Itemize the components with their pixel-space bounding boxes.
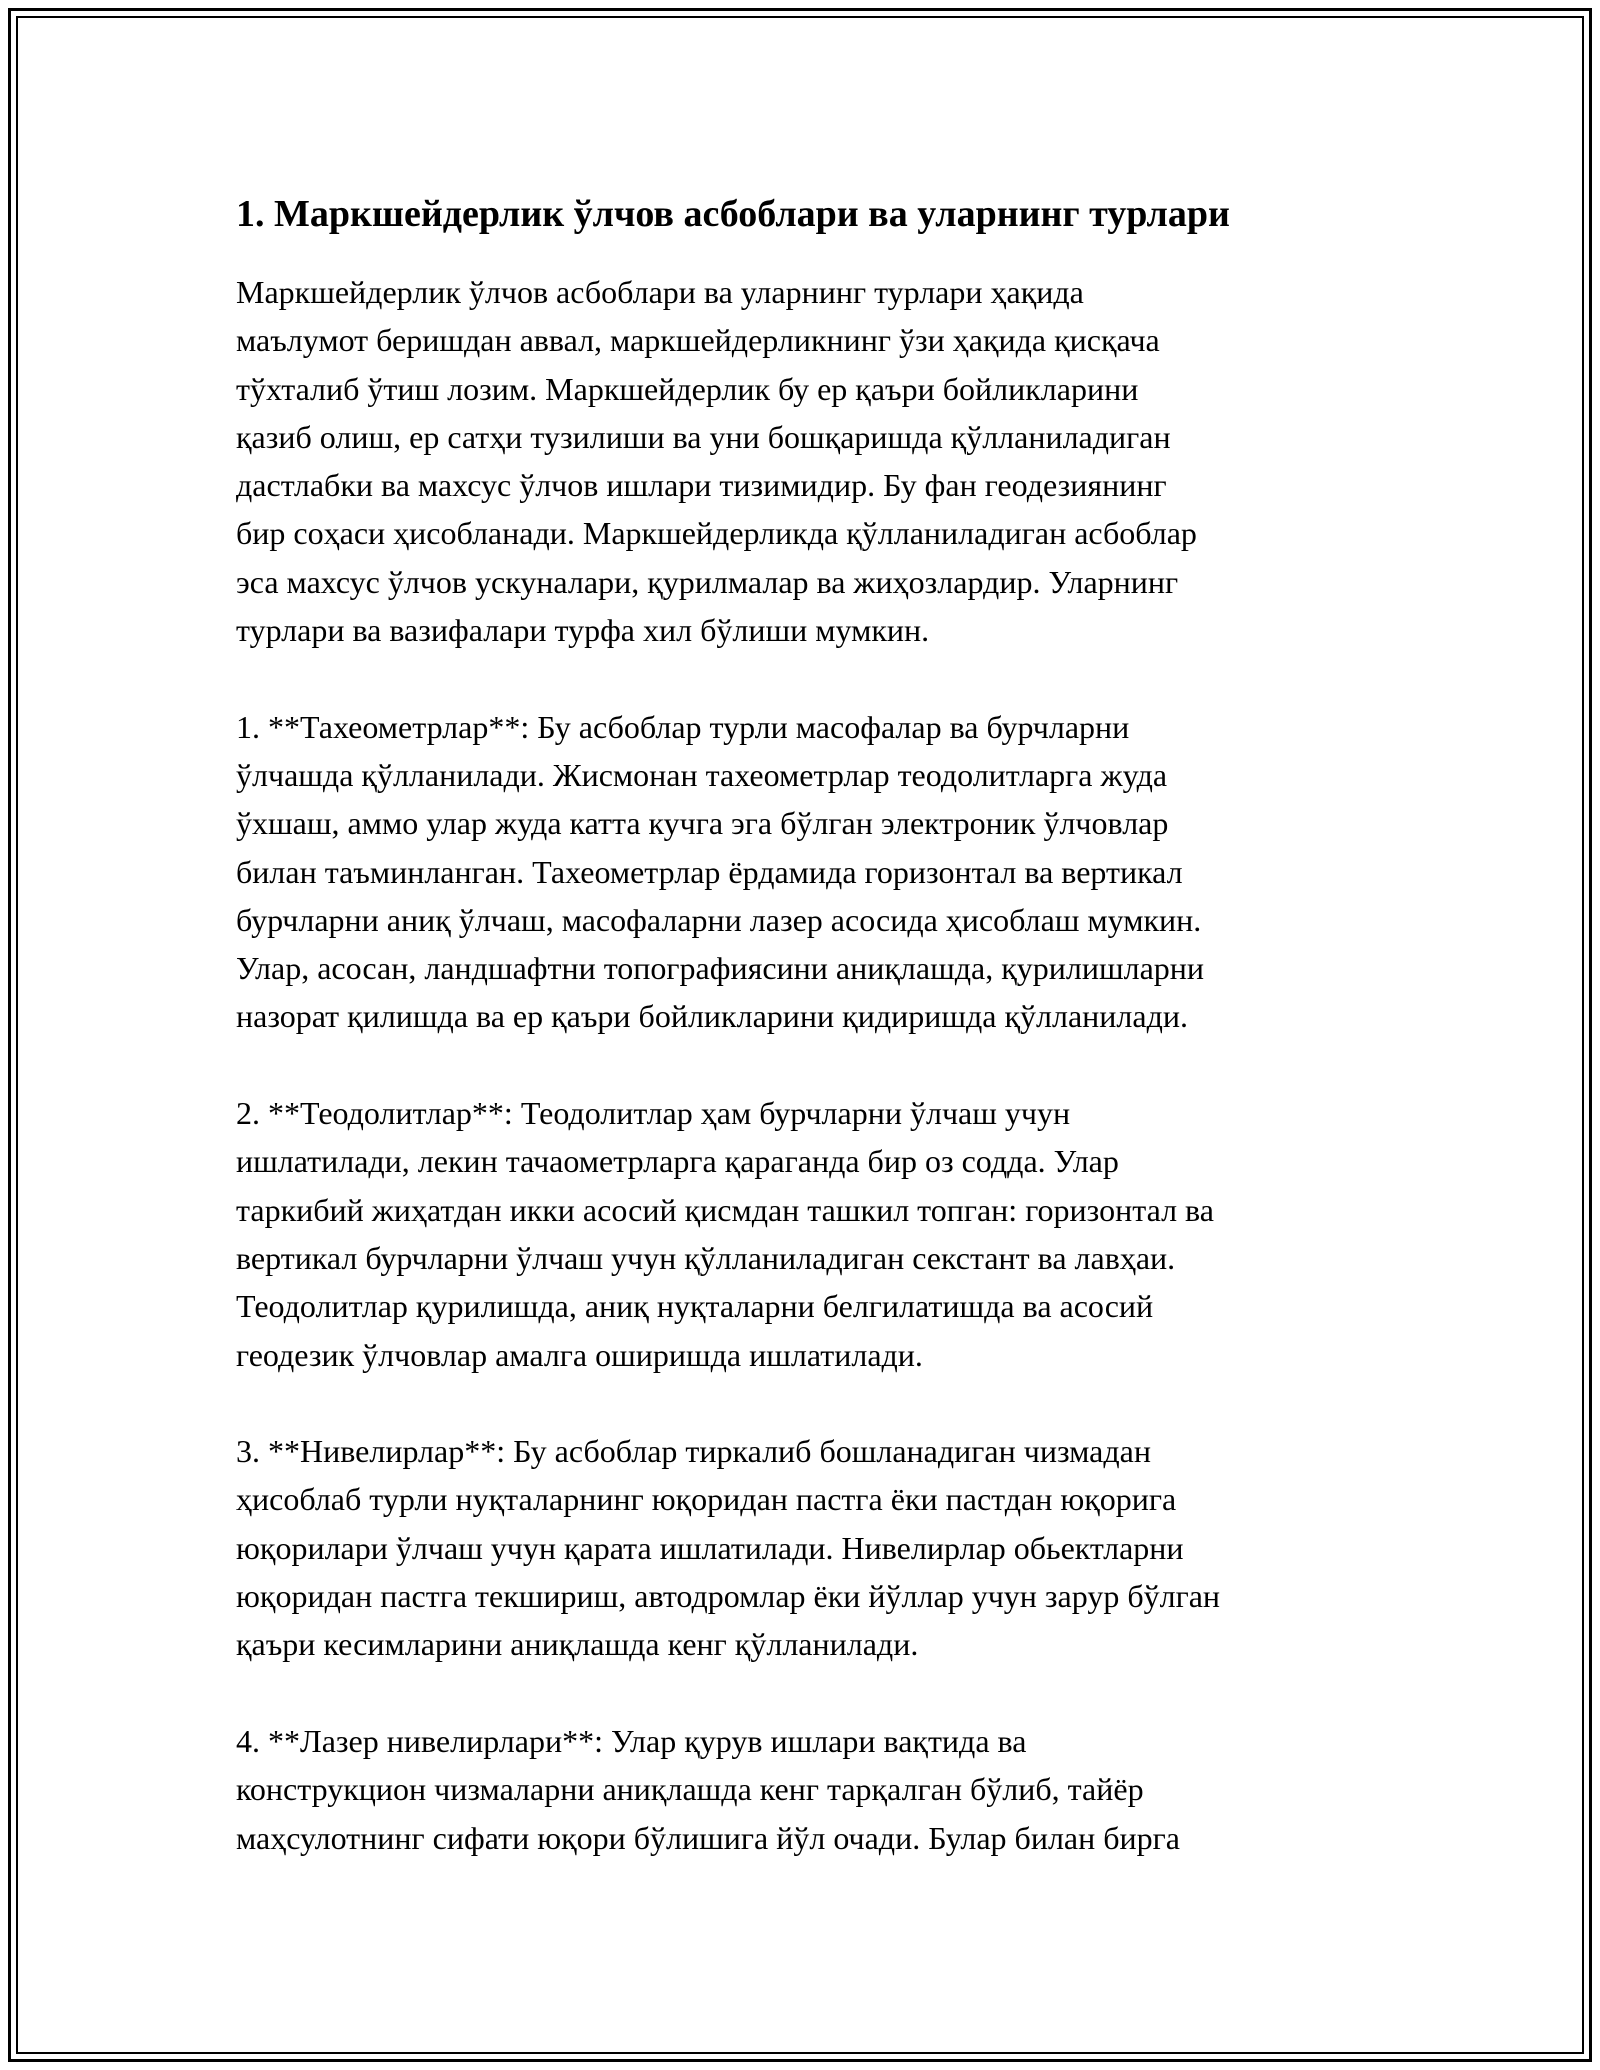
text-line: маҳсулотнинг сифати юқори бўлишига йўл очади. Булар билан бирга bbox=[236, 1819, 1180, 1856]
paragraph-item-2 bbox=[236, 1089, 1376, 1379]
paragraph-intro bbox=[236, 268, 1376, 654]
text-line: ўхшаш, аммо улар жуда катта кучга эга бўлган электроник ўлчовлар bbox=[236, 805, 1169, 842]
paragraph-gap bbox=[236, 654, 1376, 702]
paragraph-gap bbox=[236, 1041, 1376, 1089]
paragraph-item-1 bbox=[236, 703, 1376, 1041]
text-line: конструкцион чизмаларни аниқлашда кенг тарқалган бўлиб, тайёр bbox=[236, 1771, 1144, 1808]
text-line: 1. **Тахеометрлар**: Бу асбоблар турли масофалар ва бурчларни bbox=[236, 708, 1130, 745]
text-line: қаъри кесимларини аниқлашда кенг қўлланилади. bbox=[236, 1626, 919, 1663]
text-line: ҳисоблаб турли нуқталарнинг юқоридан пастга ёки пастдан юқорига bbox=[236, 1481, 1177, 1518]
text-line: қазиб олиш, ер сатҳи тузилиши ва уни бошқаришда қўлланиладиган bbox=[236, 418, 1171, 455]
text-line: ўлчашда қўлланилади. Жисмонан тахеометрлар теодолитларга жуда bbox=[236, 756, 1168, 793]
text-line: дастлабки ва махсус ўлчов ишлари тизимидир. Бу фан геодезиянинг bbox=[236, 467, 1167, 504]
text-line: таркибий жиҳатдан икки асосий қисмдан ташкил топган: горизонтал ва bbox=[236, 1191, 1214, 1228]
text-line: Улар, асосан, ландшафтни топографиясини аниқлашда, қурилишларни bbox=[236, 950, 1205, 987]
paragraph-gap bbox=[236, 1669, 1376, 1717]
paragraph-item-3 bbox=[236, 1427, 1376, 1668]
text-line: турлари ва вазифалари турфа хил бўлиши мумкин. bbox=[236, 612, 930, 649]
text-line: назорат қилишда ва ер қаъри бойликларини қидиришда қўлланилади. bbox=[236, 998, 1188, 1035]
text-line: 2. **Теодолитлар**: Теодолитлар ҳам бурчларни ўлчаш учун bbox=[236, 1095, 1071, 1132]
text-line: 3. **Нивелирлар**: Бу асбоблар тиркалиб бошланадиган чизмадан bbox=[236, 1433, 1151, 1470]
text-line: юқоридан пастга текшириш, автодромлар ёки йўллар учун зарур бўлган bbox=[236, 1578, 1221, 1615]
text-line: геодезик ўлчовлар амалга оширишда ишлатилади. bbox=[236, 1336, 923, 1373]
paragraph-item-4 bbox=[236, 1717, 1376, 1862]
text-line: тўхталиб ўтиш лозим. Маркшейдерлик бу ер қаъри бойликларини bbox=[236, 370, 1139, 407]
text-line: Теодолитлар қурилишда, аниқ нуқталарни белгилатишда ва асосий bbox=[236, 1288, 1154, 1325]
text-line: бурчларни аниқ ўлчаш, масофаларни лазер асосида ҳисоблаш мумкин. bbox=[236, 901, 1202, 938]
paragraph-gap bbox=[236, 1379, 1376, 1427]
document-heading: 1. Маркшейдерлик ўлчов асбоблари ва уларнинг турлари bbox=[236, 193, 1230, 235]
document-body bbox=[236, 186, 1376, 1862]
text-line: эса махсус ўлчов ускуналари, қурилмалар ва жиҳозлардир. Уларнинг bbox=[236, 563, 1179, 600]
text-line: бир соҳаси ҳисобланади. Маркшейдерликда қўлланиладиган асбоблар bbox=[236, 515, 1197, 552]
text-line: ишлатилади, лекин тачаометрларга қараганда бир оз содда. Улар bbox=[236, 1143, 1119, 1180]
text-line: билан таъминланган. Тахеометрлар ёрдамида горизонтал ва вертикал bbox=[236, 853, 1183, 890]
text-line: вертикал бурчларни ўлчаш учун қўлланиладиган секстант ва лавҳаи. bbox=[236, 1239, 1176, 1276]
text-line: 4. **Лазер нивелирлари**: Улар қурув ишлари вақтида ва bbox=[236, 1722, 1027, 1759]
text-line: маълумот беришдан аввал, маркшейдерликнинг ўзи ҳақида қисқача bbox=[236, 322, 1160, 359]
text-line: Маркшейдерлик ўлчов асбоблари ва уларнинг турлари ҳақида bbox=[236, 274, 1084, 310]
text-line: юқорилари ўлчаш учун қарата ишлатилади. Нивелирлар обьектларни bbox=[236, 1529, 1184, 1566]
